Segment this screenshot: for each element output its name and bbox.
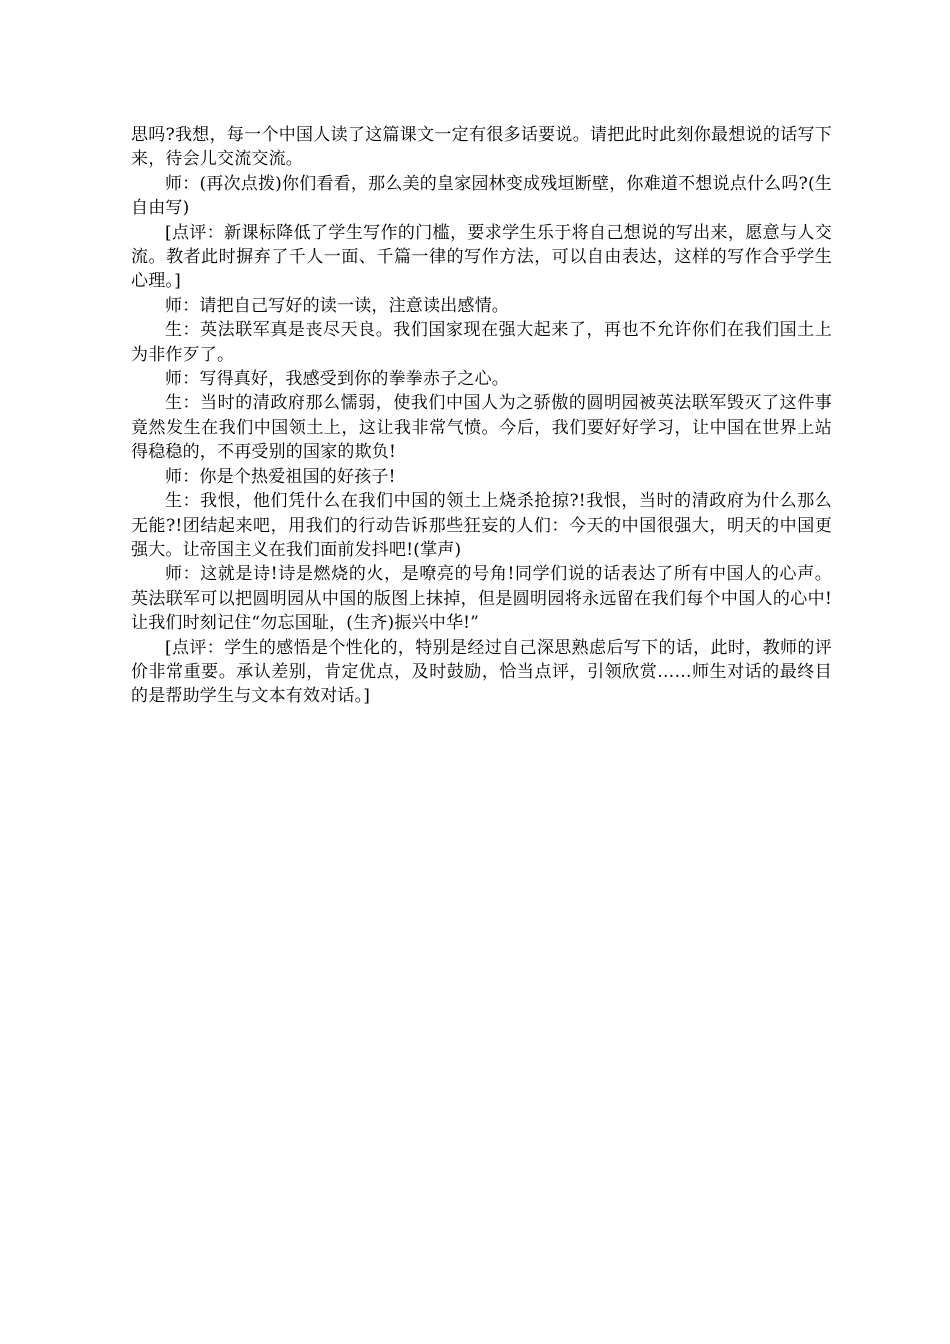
paragraph-2: 师：(再次点拨)你们看看，那么美的皇家园林变成残垣断壁，你难道不想说点什么吗?(生自由写) bbox=[131, 173, 832, 219]
paragraph-6: 生：当时的清政府那么懦弱，使我们中国人为之骄傲的圆明园被英法联军毁灭了这件事竟然发生在我们中国领土上，这让我非常气愤。今后，我们要好好学习，让中国在世界上站得稳稳的，不再受别的国家的欺负! bbox=[131, 393, 832, 463]
comment-paragraph-1: [点评：新课标降低了学生写作的门槛，要求学生乐于将自己想说的写出来，愿意与人交流。教者此时摒弃了千人一面、千篇一律的写作方法，可以自由表达，这样的写作合乎学生心理。] bbox=[131, 222, 832, 292]
paragraph-8: 生：我恨，他们凭什么在我们中国的领土上烧杀抢掠?!我恨，当时的清政府为什么那么无能?!团结起来吧，用我们的行动告诉那些狂妄的人们：今天的中国很强大，明天的中国更强大。让帝国主义在我们面前发抖吧!(掌声) bbox=[131, 491, 832, 560]
paragraph-1: 思吗?我想，每一个中国人读了这篇课文一定有很多话要说。请把此时此刻你最想说的话写下来，待会儿交流交流。 bbox=[131, 125, 832, 170]
paragraph-5: 师：写得真好，我感受到你的拳拳赤子之心。 bbox=[165, 369, 509, 390]
document-body bbox=[131, 123, 832, 709]
paragraph-9: 师：这就是诗!诗是燃烧的火，是嘹亮的号角!同学们说的话表达了所有中国人的心声。英法联军可以把圆明园从中国的版图上抹掉，但是圆明园将永远留在我们每个中国人的心中!让我们时刻记住“勿忘国耻，(生齐)振兴中华!” bbox=[131, 564, 832, 634]
paragraph-7: 师：你是个热爱祖国的好孩子! bbox=[165, 466, 396, 487]
paragraph-3: 师：请把自己写好的读一读，注意读出感情。 bbox=[165, 295, 509, 316]
comment-paragraph-2: [点评：学生的感悟是个性化的，特别是经过自己深思熟虑后写下的话，此时，教师的评价非常重要。承认差别，肯定优点，及时鼓励，恰当点评，引领欣赏……师生对话的最终目的是帮助学生与文本有效对话。] bbox=[131, 637, 832, 707]
paragraph-4: 生：英法联军真是丧尽天良。我们国家现在强大起来了，再也不允许你们在我们国土上为非作歹了。 bbox=[131, 320, 832, 365]
